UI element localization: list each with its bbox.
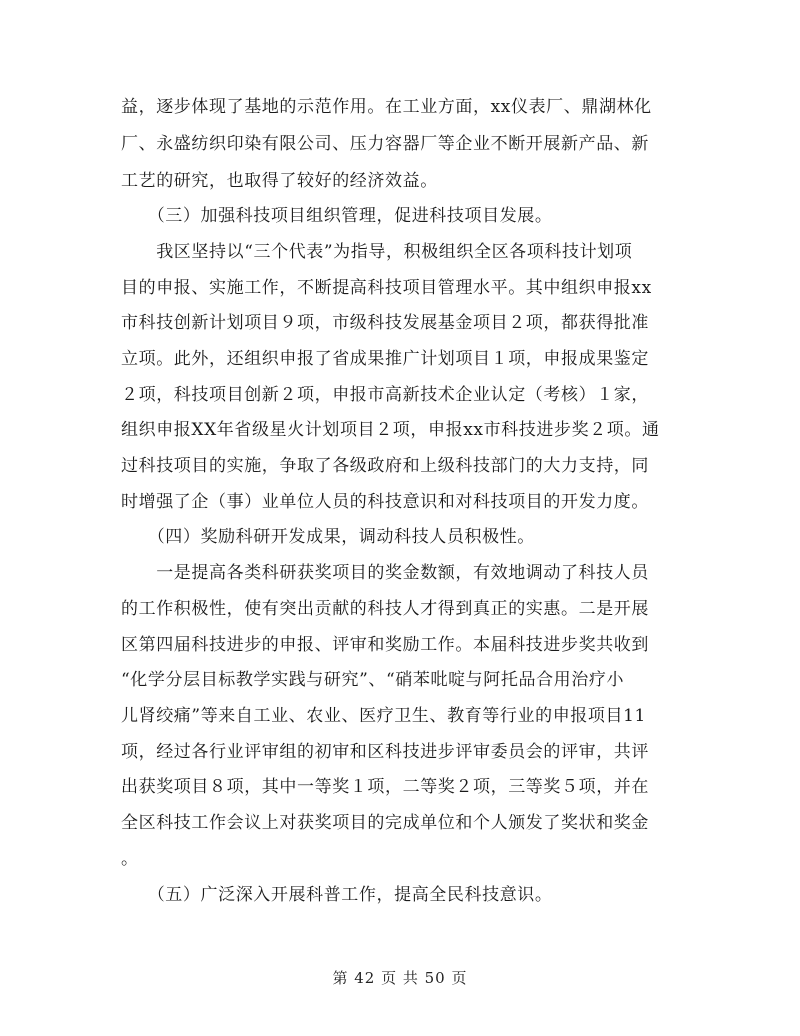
body-text-line: 过科技项目的实施，争取了各级政府和上级科技部门的大力支持，同 — [121, 456, 649, 476]
body-text-line: 。 — [121, 849, 139, 869]
body-text-line: 时增强了企（事）业单位人员的科技意识和对科技项目的开发力度。 — [121, 492, 649, 512]
body-text-line: 工艺的研究，也取得了较好的经济效益。 — [121, 171, 438, 191]
body-text-line: “化学分层目标教学实践与研究”、“硝苯吡啶与阿托品合用治疗小 — [121, 670, 625, 690]
body-text-line: 区第四届科技进步的申报、评审和奖励工作。本届科技进步奖共收到 — [121, 635, 649, 655]
body-text-line: 出获奖项目８项，其中一等奖１项，二等奖２项，三等奖５项，并在 — [121, 777, 649, 797]
section-heading: （五）广泛深入开展科普工作，提高全民科技意识。 — [121, 885, 553, 905]
body-text-line: ２项，科技项目创新２项，申报市高新技术企业认定（考核）１家， — [121, 385, 649, 405]
body-text-line: 我区坚持以“三个代表”为指导，积极组织全区各项科技计划项 — [121, 242, 633, 262]
body-text-line: 儿肾绞痛”等来自工业、农业、医疗卫生、教育等行业的申报项目11 — [121, 706, 646, 726]
body-text-line: 益，逐步体现了基地的示范作用。在工业方面，xx仪表厂、鼎湖林化 — [121, 97, 652, 117]
body-text-line: 组织申报XX年省级星火计划项目２项，申报xx市科技进步奖２项。通 — [121, 420, 660, 440]
body-text-line: 一是提高各类科研获奖项目的奖金数额，有效地调动了科技人员 — [121, 563, 649, 583]
body-text-line: 项，经过各行业评审组的初审和区科技进步评审委员会的评审，共评 — [121, 742, 649, 762]
body-text-line: 目的申报、实施工作，不断提高科技项目管理水平。其中组织申报xx — [121, 278, 652, 298]
page-number-footer: 第 42 页 共 50 页 — [332, 969, 468, 987]
body-text-line: 厂、永盛纺织印染有限公司、压力容器厂等企业不断开展新产品、新 — [121, 134, 649, 154]
section-heading: （四）奖励科研开发成果，调动科技人员积极性。 — [121, 527, 535, 547]
body-text-line: 的工作积极性，使有突出贡献的科技人才得到真正的实惠。二是开展 — [121, 599, 649, 619]
body-text-line: 全区科技工作会议上对获奖项目的完成单位和个人颁发了奖状和奖金 — [121, 813, 649, 833]
body-text-line: 市科技创新计划项目９项，市级科技发展基金项目２项，都获得批准 — [121, 313, 649, 333]
body-text-line: 立项。此外，还组织申报了省成果推广计划项目１项，申报成果鉴定 — [121, 349, 649, 369]
section-heading: （三）加强科技项目组织管理，促进科技项目发展。 — [121, 206, 553, 226]
